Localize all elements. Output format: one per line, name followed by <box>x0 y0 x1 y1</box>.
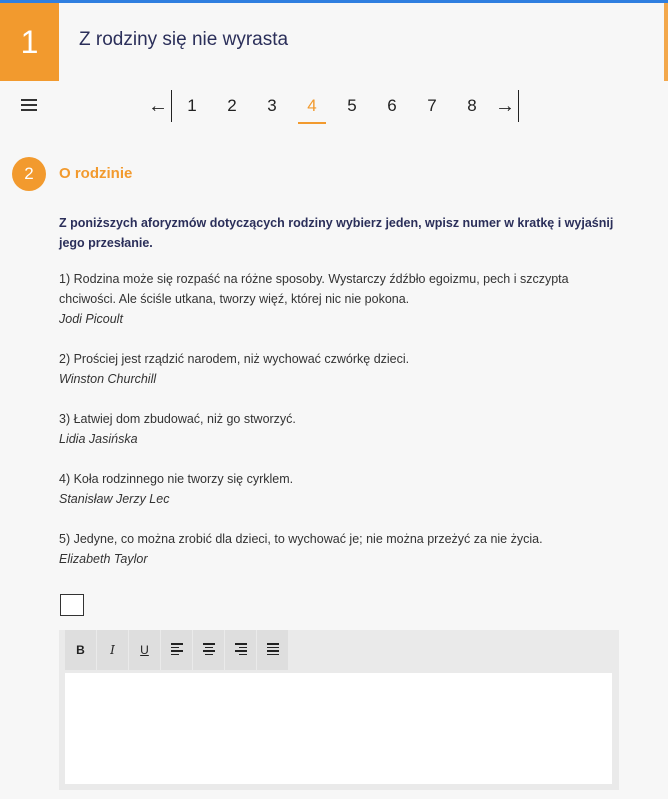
page-link-6[interactable]: 6 <box>387 96 397 115</box>
exercise-content <box>59 213 619 589</box>
quote-text: 2) Prościej jest rządzić narodem, niż wychować czwórkę dzieci. <box>59 352 410 366</box>
align-center-icon <box>203 643 215 657</box>
quote-item <box>59 349 619 389</box>
page-link-2[interactable]: 2 <box>227 96 237 115</box>
pagination-divider <box>518 90 519 122</box>
align-center-button[interactable] <box>193 630 224 670</box>
quote-number-input[interactable] <box>60 594 84 616</box>
italic-button[interactable]: I <box>97 630 128 670</box>
next-page-arrow[interactable]: → <box>495 94 515 117</box>
page-link-1[interactable]: 1 <box>187 96 197 115</box>
page-link-4-active[interactable]: 4 <box>292 89 332 123</box>
section-number-badge: 2 <box>12 157 46 191</box>
page-link-5[interactable]: 5 <box>347 96 357 115</box>
quote-text: 1) Rodzina może się rozpaść na różne sposoby. Wystarczy źdźbło egoizmu, pech i szczypta chciwości. Ale ściśle utkana, tworzy więź, której nic nie pokona. <box>59 272 569 306</box>
page-pagination <box>145 89 519 123</box>
bold-button[interactable]: B <box>65 630 96 670</box>
quote-author: Jodi Picoult <box>59 312 123 326</box>
quote-text: 3) Łatwiej dom zbudować, niż go stworzyć. <box>59 412 296 426</box>
quote-text: 4) Koła rodzinnego nie tworzy się cyrklem. <box>59 472 294 486</box>
hamburger-menu-icon[interactable] <box>21 99 37 113</box>
quote-item <box>59 269 619 329</box>
quote-item <box>59 469 619 509</box>
underline-button[interactable]: U <box>129 630 160 670</box>
quote-text: 5) Jedyne, co można zrobić dla dzieci, to wychować je; nie można przeżyć za nie życia. <box>59 532 543 546</box>
section-title: O rodzinie <box>59 165 133 182</box>
quote-author: Stanisław Jerzy Lec <box>59 492 170 506</box>
quote-author: Lidia Jasińska <box>59 432 138 446</box>
page-link-7[interactable]: 7 <box>427 96 437 115</box>
quote-item <box>59 529 619 569</box>
quote-author: Elizabeth Taylor <box>59 552 148 566</box>
align-justify-icon <box>267 643 279 657</box>
quote-author: Winston Churchill <box>59 372 157 386</box>
align-left-icon <box>171 643 183 657</box>
chapter-number-badge: 1 <box>0 3 59 81</box>
align-right-button[interactable] <box>225 630 256 670</box>
page-link-8[interactable]: 8 <box>467 96 477 115</box>
exercise-instruction: Z poniższych aforyzmów dotyczących rodziny wybierz jeden, wpisz numer w kratkę i wyjaśnij jego przesłanie. <box>59 216 614 250</box>
page-title: Z rodziny się nie wyrasta <box>79 29 289 50</box>
quote-item <box>59 409 619 449</box>
align-justify-button[interactable] <box>257 630 288 670</box>
editor-toolbar <box>65 630 289 670</box>
align-left-button[interactable] <box>161 630 192 670</box>
rich-text-editor <box>59 630 619 790</box>
scrollbar-thumb[interactable] <box>664 3 668 81</box>
header <box>0 3 668 81</box>
align-right-icon <box>235 643 247 657</box>
answer-text-area[interactable] <box>65 673 612 784</box>
prev-page-arrow[interactable]: ← <box>148 94 168 117</box>
page-link-3[interactable]: 3 <box>267 96 277 115</box>
